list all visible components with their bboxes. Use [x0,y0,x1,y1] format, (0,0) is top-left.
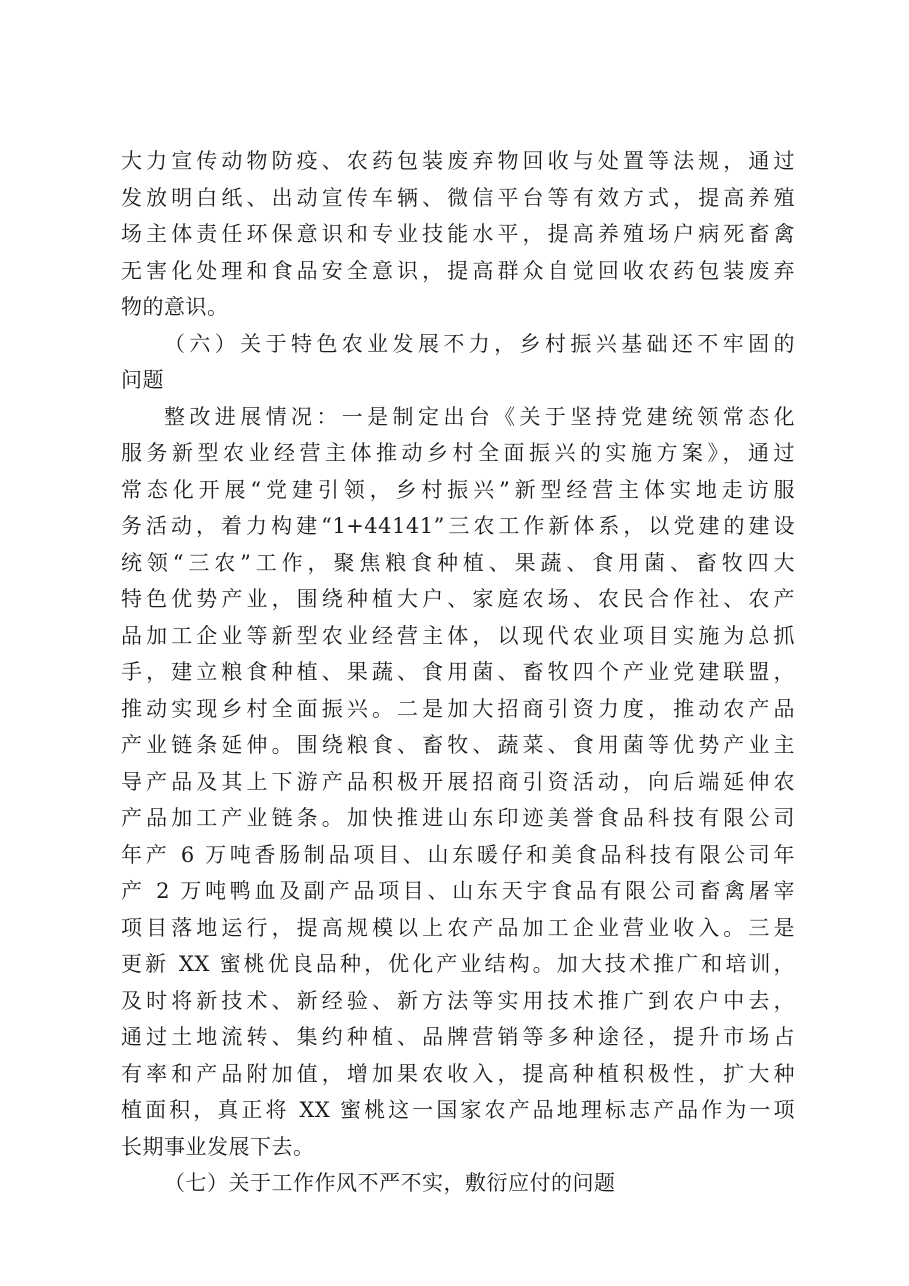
text-line: 统领“三农”工作，聚焦粮食种植、果蔬、食用菌、畜牧四大 [121,550,795,575]
text-line: 品加工企业等新型农业经营主体，以现代农业项目实施为总抓 [121,623,795,648]
text-line: 物的意识。 [121,295,229,319]
text-line: 务活动，着力构建“1+44141”三农工作新体系，以党建的建设 [121,514,795,538]
text-line: 推动实现乡村全面振兴。二是加大招商引资力度，推动农产品 [121,696,795,721]
text-line: 产 2 万吨鸭血及副产品项目、山东天宇食品有限公司畜禽屠宰 [121,879,795,903]
text-line: 项目落地运行，提高规模以上农产品加工企业营业收入。三是 [121,915,795,940]
text-line: 长期事业发展下去。 [121,1134,315,1159]
section-heading: （七）关于工作作风不严不实，敷衍应付的问题 [164,1171,616,1195]
text-line: 及时将新技术、新经验、新方法等实用技术推广到农户中去， [121,988,795,1013]
text-line: 通过土地流转、集约种植、品牌营销等多种途径，提升市场占 [121,1025,795,1049]
text-line: 年产 6 万吨香肠制品项目、山东暖仔和美食品科技有限公司年 [121,842,795,867]
text-line: 服务新型农业经营主体推动乡村全面振兴的实施方案》，通过 [121,441,795,465]
text-line: 手，建立粮食种植、果蔬、食用菌、畜牧四个产业党建联盟， [121,660,795,684]
section-heading-continued: 问题 [121,368,164,392]
text-line: 导产品及其上下游产品积极开展招商引资活动，向后端延伸农 [121,769,795,794]
text-line: 大力宣传动物防疫、农药包装废弃物回收与处置等法规，通过 [121,149,795,173]
text-line: 植面积，真正将 XX 蜜桃这一国家农产品地理标志产品作为一项 [121,1098,795,1122]
text-line: 常态化开展“党建引领，乡村振兴”新型经营主体实地走访服 [121,477,795,502]
section-heading: （六）关于特色农业发展不力，乡村振兴基础还不牢固的 [164,331,795,356]
text-line: 有率和产品附加值，增加果农收入，提高种植积极性，扩大种 [121,1061,795,1086]
text-line: 更新 XX 蜜桃优良品种，优化产业结构。加大技术推广和培训， [121,952,795,976]
body-text [121,143,795,1202]
text-line: 产业链条延伸。围绕粮食、畜牧、蔬菜、食用菌等优势产业主 [121,733,795,757]
text-line: 场主体责任环保意识和专业技能水平，提高养殖场户病死畜禽 [121,222,795,246]
text-line: 产品加工产业链条。加快推进山东印迹美誉食品科技有限公司 [121,806,795,830]
text-line: 无害化处理和食品安全意识，提高群众自觉回收农药包装废弃 [121,258,795,283]
text-line: 整改进展情况：一是制定出台《关于坚持党建统领常态化 [164,404,795,429]
text-line: 特色优势产业，围绕种植大户、家庭农场、农民合作社、农产 [121,587,795,611]
text-line: 发放明白纸、出动宣传车辆、微信平台等有效方式，提高养殖 [121,185,795,210]
